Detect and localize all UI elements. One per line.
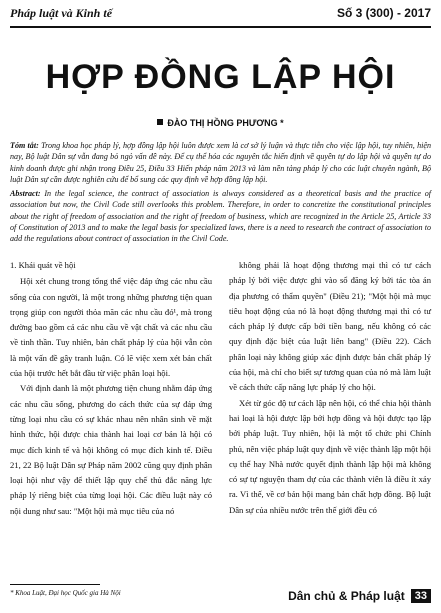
page-number: 33: [411, 589, 431, 603]
paragraph: Với định danh là một phương tiện chung nhằm đáp ứng các nhu cầu sống, phương do cách thức của sự đáp ứng từng loại nhu cầu có sự khác nhau nên nhân sinh về mặt hình thức, hội được chia thành hai loại cơ bản là hội có mục đích kinh tế và hội không có mục đích kinh tế. Điều 21, 22 Bộ luật Dân sự Pháp năm 2002 cũng quy định phân loại hội như vậy để thiết lập quy chế thủ đắc năng lực pháp lý riêng biệt của từng loại hội. Các điều luật này có nội dung như sau: "Một hội mà mục tiêu của nó: [10, 383, 212, 516]
paragraph: Hội xét chung trong tổng thể việc đáp ứng các nhu cầu sống của con người, là một trong những phương tiện quan trọng giúp con người thỏa mãn các nhu cầu đó¹, mà trong đường bao gồm cả các nhu cầu về vật chất và các nhu cầu về tinh thần. Tuy nhiên, bản chất pháp lý của hội vẫn còn là một vấn đề gây tranh luận. Có lẽ việc xem xét bản chất của hội trước hết bắt đầu từ việc phân loại hội.: [10, 276, 212, 379]
header-rule: [10, 26, 431, 28]
footnote: * Khoa Luật, Đại học Quốc gia Hà Nội: [10, 589, 121, 597]
footer-brand: Dân chủ & Pháp luật: [288, 589, 405, 603]
journal-name: Pháp luật và Kinh tế: [10, 6, 113, 20]
summary-text: Trong khoa học pháp lý, hợp đồng lập hội luôn được xem là cơ sở lý luận và thực tiễn cho việc lập hội, tuy nhiên, hiện nay, Bộ luật Dân sự vẫn đang bỏ ngỏ vấn đề này. Để cụ thể hóa các nguyên tắc hiến định về quyền tự do lập hội và quyền tự do kinh doanh được ghi nhận trong Điều 25, Điều 33 Hiến pháp năm 2013 và làm nền tảng pháp lý cho các luật chuyên ngành, Bộ luật Dân sự cần được nghiên cứu để bổ sung các quy định về hợp đồng lập hội.: [10, 141, 432, 184]
issue-number: Số 3 (300) - 2017: [336, 6, 431, 20]
english-abstract: [10, 188, 431, 244]
author-name: ĐÀO THỊ HỒNG PHƯƠNG *: [167, 118, 284, 128]
body-column-left: [10, 258, 212, 519]
article-author: [0, 118, 441, 128]
footnote-rule: [10, 584, 100, 585]
abstract-text: In the legal science, the contract of association is always considered as a theoretical basis and the practice of association but now, the Civil Code still overlooks this problem. Therefore, in order to concretize the constitutional principles about the right of freedom of association and the right of freedom of business, which are recognized in the Article 25, Article 33 of Constitution of 2013 and to make the legal basis for specialized laws, there is a need to research the contract of association to add the regulations about contract of association in the Civil Code.: [10, 189, 431, 244]
page-footer: [288, 587, 431, 605]
body-column-right: [229, 258, 431, 518]
page-header: [10, 4, 431, 24]
paragraph: không phải là hoạt động thương mại thì có tư cách pháp lý bởi việc được ghi vào sổ đăng ký bởi tác tòa án địa phương có thẩm quyền" (Điều 21); "Một hội mà mục tiêu hoạt động của nó là hoạt động thương mại thì có tư cách pháp lý được cấp bởi tiền bang, nếu không có các quy định đặc biệt của luật liên bang" (Điều 22). Cách phân loại này không giúp xác định được bản chất pháp lý của hội, mà chỉ cho biết sự tương quan của nó mà làm luật về cách thức cấp năng lực pháp lý cho hội.: [229, 260, 431, 393]
paragraph: Xét từ góc độ tư cách lập nên hội, có thể chia hội thành hai loại là hội được lập bởi hợp đồng và hội được tạo lập bởi pháp luật. Tuy nhiên, hội là một tổ chức phi Chính phủ, nên việc pháp luật quy định về việc thành lập một hội cụ thể hay Nhà nước quyết định thành lập hội mà không có sự tự nguyện tham dự của các thành viên là điều ít xảy ra. Vì thế, về cơ bản hội mang bản chất hợp đồng. Bộ luật Dân sự của nhiều nước trên thế giới đều có: [229, 397, 431, 515]
square-bullet-icon: [157, 119, 163, 125]
article-title: HỢP ĐỒNG LẬP HỘI: [45, 58, 396, 96]
abstract-label: Abstract:: [10, 189, 41, 198]
section-heading: 1. Khái quát về hội: [10, 260, 76, 270]
summary-label: Tóm tắt:: [10, 141, 39, 150]
vietnamese-summary: [10, 140, 431, 185]
